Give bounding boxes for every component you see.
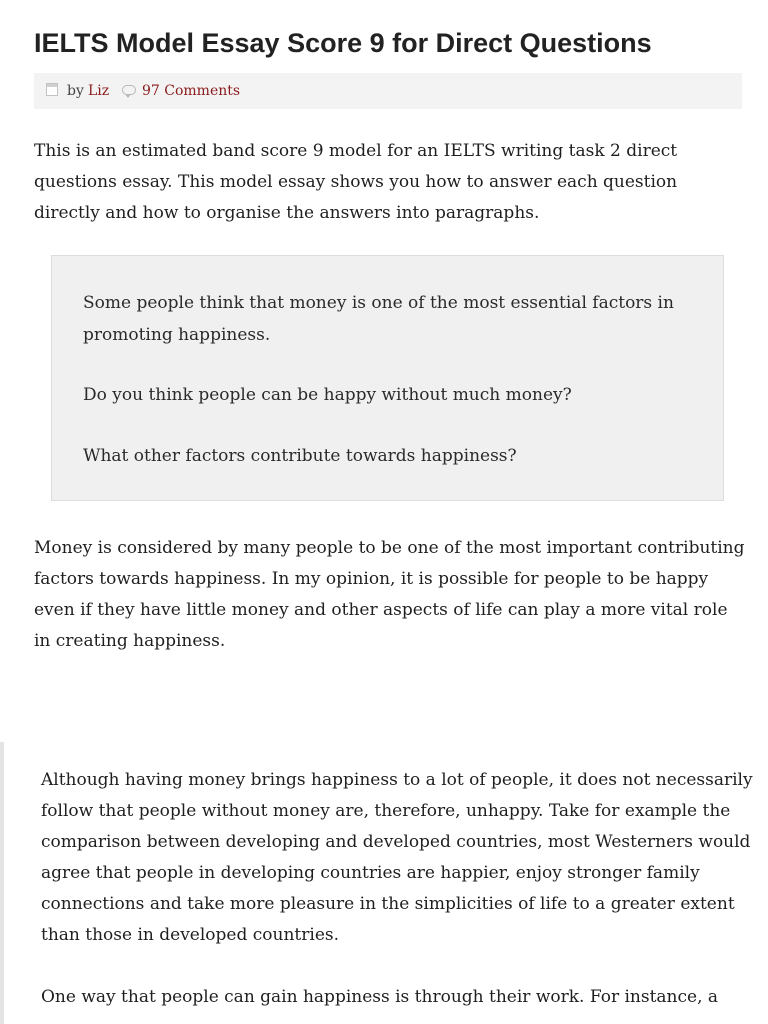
by-label: by [67,83,84,99]
essay-introduction: Money is considered by many people to be one of the most important contributing factors towards happiness. In my opinion, it is possible for people to be happy even if they have little money and other aspects of life can play a more vital role in creating happiness. [34,538,745,651]
content-left-border [0,742,4,1024]
question-1: Do you think people can be happy without much money? [83,385,572,405]
question-2: What other factors contribute towards happiness? [83,446,517,466]
speech-bubble-icon [122,85,136,95]
question-statement: Some people think that money is one of the most essential factors in promoting happiness. [83,293,674,345]
page-title: IELTS Model Essay Score 9 for Direct Questions [34,28,652,58]
comments-link[interactable]: 97 Comments [142,83,241,99]
essay-question-box [51,255,724,501]
intro-paragraph: This is an estimated band score 9 model for an IELTS writing task 2 direct questions essay. This model essay shows you how to answer each question directly and how to organise the answers into paragraphs. [34,141,678,223]
essay-body-paragraph-2: One way that people can gain happiness is through their work. For instance, a [41,987,719,1007]
post-meta-bar [34,73,742,109]
author-link[interactable]: Liz [88,83,110,99]
essay-body-paragraph-1: Although having money brings happiness to a lot of people, it does not necessarily follow that people without money are, therefore, unhappy. Take for example the comparison between developing and developed countries, most Westerners would agree that people in developing countries are happier, enjoy stronger family connections and take more pleasure in the simplicities of life to a greater extent than those in developed countries. [41,770,753,945]
calendar-icon [46,83,58,96]
